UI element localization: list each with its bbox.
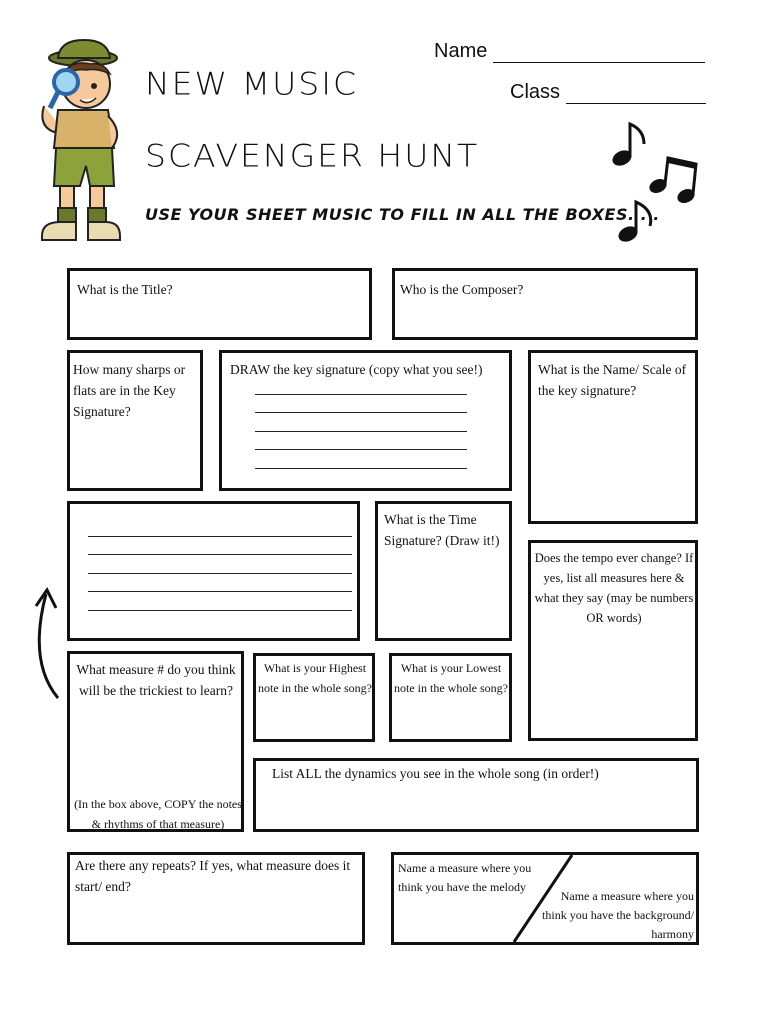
time-signature-box[interactable]	[375, 501, 512, 641]
highest-note-box[interactable]	[253, 653, 375, 742]
dynamics-box[interactable]	[253, 758, 699, 832]
key-name-box[interactable]	[528, 350, 698, 524]
explorer-boy-magnifier-icon	[28, 36, 128, 246]
trickiest-measure-note: (In the box above, COPY the notes & rhythms of that measure)	[74, 797, 242, 831]
name-label: Name	[434, 40, 488, 62]
lowest-note-box[interactable]	[389, 653, 512, 742]
repeats-question: Are there any repeats? If yes, what measure does it start/ end?	[75, 858, 351, 894]
sharps-flats-box[interactable]	[67, 350, 203, 491]
time-signature-question: What is the Time Signature? (Draw it!)	[384, 512, 500, 548]
composer-box[interactable]	[392, 268, 698, 340]
tempo-box[interactable]	[528, 540, 698, 741]
page-title-line1: NEW MUSIC	[145, 64, 359, 103]
title-box[interactable]	[67, 268, 372, 340]
highest-note-question: What is your Highest note in the whole song?	[258, 661, 372, 695]
curved-arrow-icon	[30, 582, 70, 702]
melody-question: Name a measure where you think you have the melody	[398, 861, 532, 894]
trickiest-measure-question: What measure # do you think will be the trickiest to learn?	[76, 662, 236, 698]
key-signature-staff[interactable]	[255, 376, 467, 469]
measure-staff[interactable]	[88, 518, 352, 611]
page-title-line2: SCAVENGER HUNT	[145, 136, 480, 175]
key-name-question: What is the Name/ Scale of the key signature?	[538, 362, 687, 398]
class-label: Class	[510, 81, 561, 103]
composer-question: Who is the Composer?	[400, 282, 524, 297]
lowest-note-question: What is your Lowest note in the whole song?	[394, 661, 508, 695]
harmony-question: Name a measure where you think you have the background/ harmony	[542, 889, 694, 941]
title-question: What is the Title?	[77, 282, 173, 297]
name-field[interactable]	[434, 40, 705, 63]
trickiest-measure-drawing-box[interactable]	[67, 501, 360, 641]
music-notes-icon	[610, 118, 710, 248]
repeats-box[interactable]	[67, 852, 365, 945]
draw-key-signature-box[interactable]	[219, 350, 512, 491]
dynamics-question: List ALL the dynamics you see in the whole song (in order!)	[272, 766, 599, 781]
tempo-question: Does the tempo ever change? If yes, list all measures here & what they say (may be numbers OR words)	[534, 551, 694, 625]
draw-key-signature-question: DRAW the key signature (copy what you see!)	[230, 362, 483, 377]
class-line[interactable]	[566, 85, 706, 104]
melody-harmony-box[interactable]	[391, 852, 699, 945]
trickiest-measure-box[interactable]	[67, 651, 244, 832]
sharps-flats-question: How many sharps or flats are in the Key Signature?	[73, 362, 186, 419]
class-field[interactable]	[510, 81, 706, 104]
name-line[interactable]	[493, 44, 705, 63]
page-subtitle: USE YOUR SHEET MUSIC TO FILL IN ALL THE BOXES. . .	[145, 205, 660, 224]
